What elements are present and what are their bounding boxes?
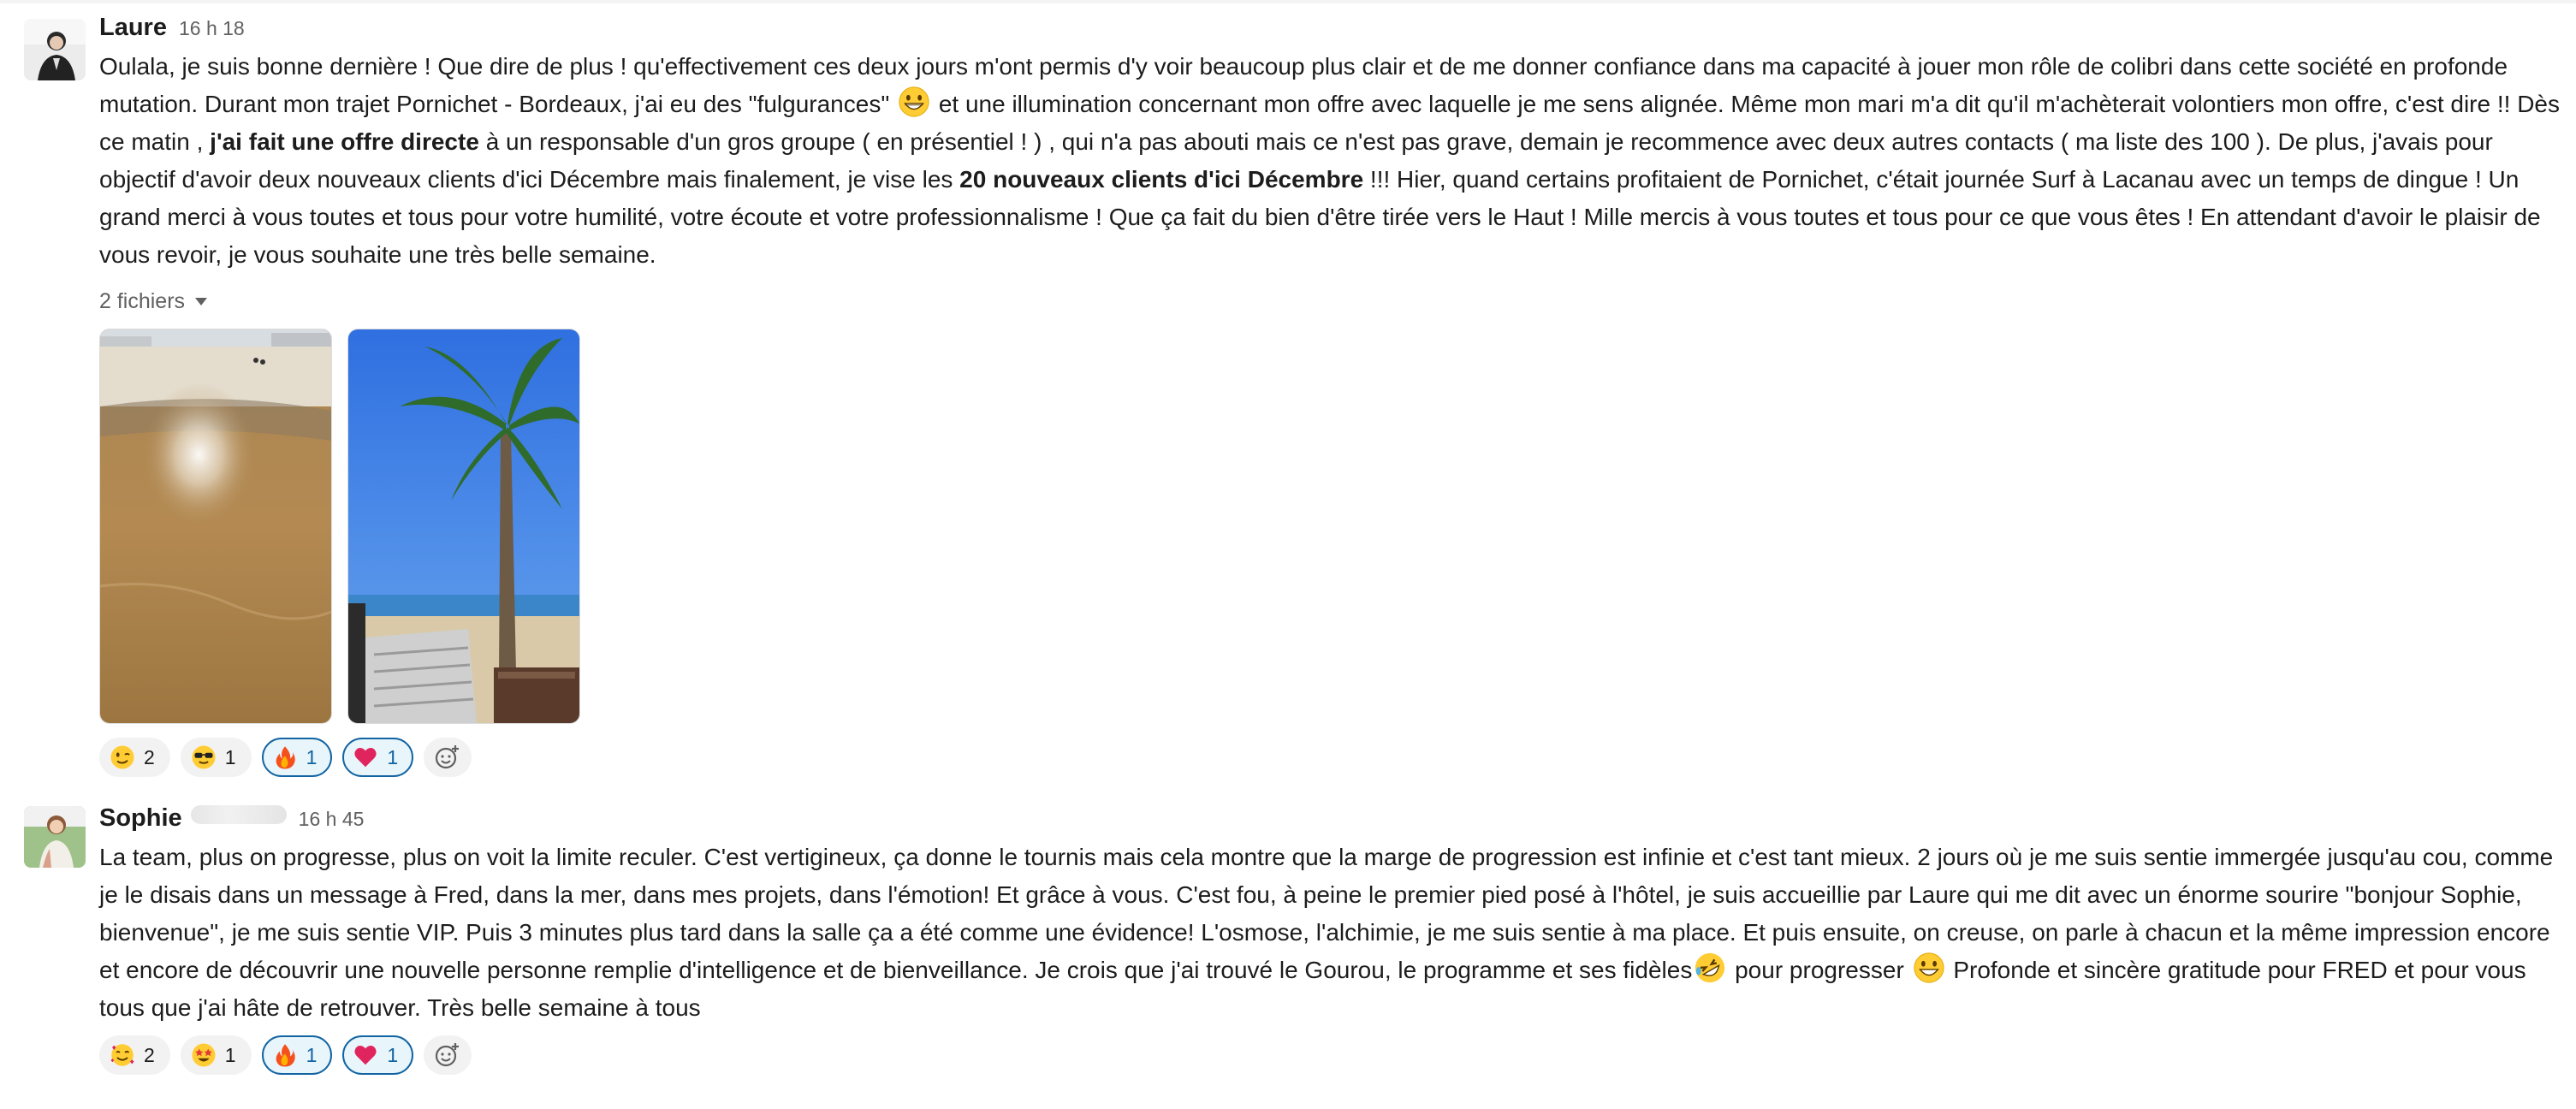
reaction-count: 2 [144, 745, 155, 768]
star-struck-icon [191, 1042, 217, 1068]
reaction-fire[interactable] [262, 1035, 333, 1075]
files-toggle[interactable] [99, 286, 207, 317]
grinning-face-icon [898, 86, 930, 118]
reaction-count: 1 [306, 1043, 318, 1066]
add-reaction-icon [434, 744, 461, 771]
beach-sand-photo[interactable] [99, 329, 332, 724]
grinning-face-icon [1913, 952, 1945, 984]
files-count-label: 2 fichiers [99, 288, 186, 313]
timestamp[interactable]: 16 h 45 [298, 808, 365, 830]
top-divider [0, 0, 2576, 3]
avatar[interactable] [24, 19, 86, 80]
reaction-red-heart[interactable] [342, 1035, 413, 1075]
palm-tree-beach-photo[interactable] [347, 329, 580, 724]
reactions-bar [99, 738, 2561, 777]
reaction-smiling-hearts[interactable] [99, 1035, 170, 1075]
reaction-winking-face[interactable] [99, 738, 170, 777]
message-text: Oulala, je suis bonne dernière ! Que dire de plus ! qu'effectivement ces deux jours m'ont permis d'y voir beaucoup plus clair et de me donner confiance dans ma capacité à jouer mon rôle de colibri dans cette société en profonde mutation. Durant mon trajet Pornichet - Bordeaux, j'ai eu des "fulgurances" et une illumination concernant mon offre avec laquelle je me sens alignée. Même mon mari m'a dit qu'il m'achèterait volontiers mon offre, c'est dire !! Dès ce matin , j'ai fait une offre directe à un responsable d'un gros groupe ( en présentiel ! ) , qui n'a pas abouti mais ce n'est pas grave, demain je recommence avec deux autres contacts ( ma liste des 100 ). De plus, j'avais pour objectif d'avoir deux nouveaux clients d'ici Décembre mais finalement, je vise les 20 nouveaux clients d'ici Décembre !!! Hier, quand certains profitaient de Pornichet, c'était journée Surf à Lacanau avec un temps de dingue ! Un grand merci à vous toutes et tous pour votre humilité, votre écoute et votre professionnalisme ! Que ça fait du bien d'être tirée vers le Haut ! Mille mercis à vous toutes et tous pour ce que vous êtes ! En attendant d'avoir le plaisir de vous revoir, je vous souhaite une très belle semaine. [99, 53, 2560, 268]
reaction-count: 1 [387, 745, 399, 768]
reaction-count: 1 [387, 1043, 399, 1066]
add-reaction-button[interactable] [424, 738, 472, 777]
reaction-count: 1 [306, 745, 318, 768]
sunglasses-face-icon [191, 744, 217, 770]
attachments [99, 329, 2561, 724]
author-name[interactable]: Laure [99, 14, 167, 41]
add-reaction-button[interactable] [424, 1035, 472, 1075]
reaction-fire[interactable] [262, 738, 333, 777]
caret-down-icon [195, 298, 207, 305]
rolling-on-floor-laughing-icon [1694, 952, 1726, 984]
author-name[interactable]: Sophie [99, 804, 182, 832]
fire-icon [272, 744, 298, 770]
add-reaction-icon [434, 1041, 461, 1069]
smiling-face-with-hearts-icon [110, 1042, 135, 1068]
winking-face-icon [110, 744, 135, 770]
reaction-red-heart[interactable] [342, 738, 413, 777]
reaction-count: 1 [224, 745, 236, 768]
avatar[interactable] [24, 806, 86, 868]
message-text: La team, plus on progresse, plus on voit la limite reculer. C'est vertigineux, ça donne le tournis mais cela montre que la marge de progression est infinie et c'est tant mieux. 2 jours où je me suis sentie immergée jusqu'au cou, comme je le disais dans un message à Fred, dans la mer, dans mes projets, dans l'émotion! Et grâce à vous. C'est fou, à peine le premier pied posé à l'hôtel, je suis accueillie par Laure qui me dit avec un énorme sourire "bonjour Sophie, bienvenue", je me suis sentie VIP. Puis 3 minutes plus tard dans la salle ça a été comme une évidence! L'osmose, l'alchimie, je me suis sentie à ma place. Et puis ensuite, on creuse, on parle à chacun et la même impression encore et encore de découvrir une nouvelle personne remplie d'intelligence et de bienveillance. Je crois que j'ai trouvé le Gourou, le programme et ses fidèles pour progresser Profonde et sincère gratitude pour FRED et pour vous tous que j'ai hâte de retrouver. Très belle semaine à tous [99, 844, 2554, 1021]
reaction-count: 2 [144, 1043, 155, 1066]
reaction-sunglasses[interactable] [181, 738, 252, 777]
red-heart-icon [353, 1042, 378, 1068]
fire-icon [272, 1042, 298, 1068]
reaction-star-struck[interactable] [181, 1035, 252, 1075]
redacted-surname [191, 805, 287, 824]
timestamp[interactable]: 16 h 18 [178, 17, 245, 39]
red-heart-icon [353, 744, 378, 770]
reactions-bar [99, 1035, 2561, 1075]
reaction-count: 1 [224, 1043, 236, 1066]
